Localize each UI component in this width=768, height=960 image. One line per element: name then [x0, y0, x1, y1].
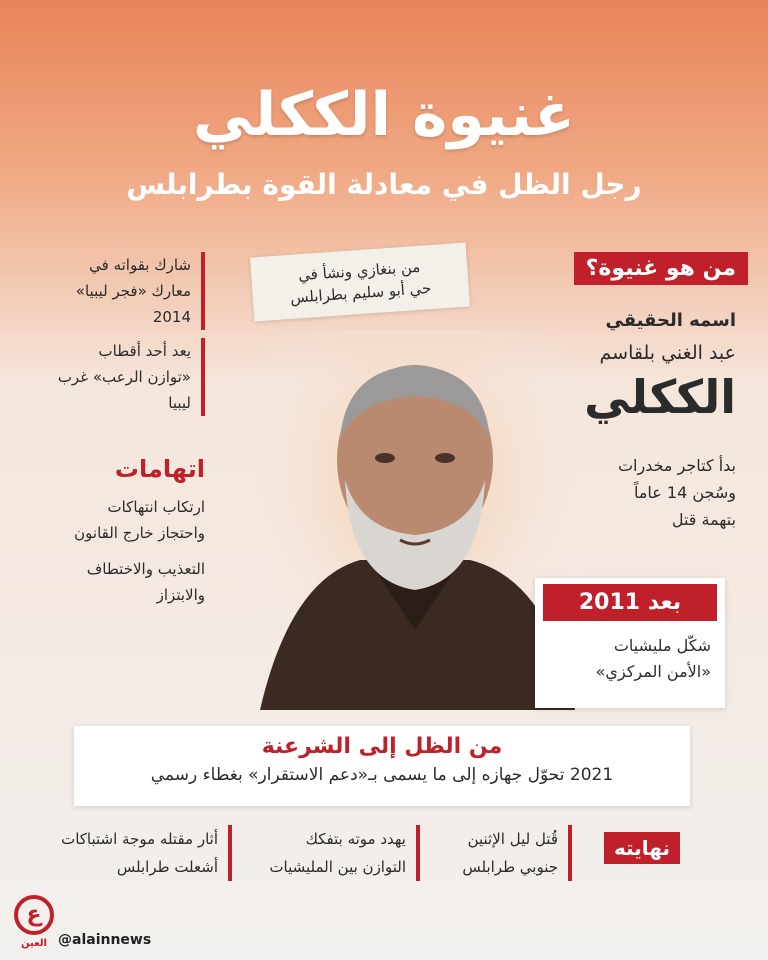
origin-note — [250, 243, 470, 322]
end-line: أثار مقتله موجة اشتباكات — [61, 830, 218, 848]
fact-line: 2014 — [152, 308, 191, 326]
real-name-last: الككلي — [584, 370, 736, 424]
accusation-item — [40, 494, 205, 546]
shadow-card — [74, 726, 690, 806]
fact-line: يعد أحد أقطاب — [98, 342, 191, 360]
accusation-item — [40, 556, 205, 608]
accusations-heading: اتهامات — [114, 455, 205, 483]
accusation-line: واحتجاز خارج القانون — [74, 524, 205, 542]
end-line: جنوبي طرابلس — [462, 858, 558, 876]
after-2011-line: «الأمن المركزي» — [595, 662, 711, 681]
brand-handle: @alainnews — [58, 932, 152, 948]
end-item — [236, 825, 420, 881]
real-name-first: عبد الغني بلقاسم — [599, 342, 736, 364]
bio-text — [618, 452, 736, 533]
real-name-label: اسمه الحقيقي — [605, 310, 736, 331]
page-subtitle: رجل الظل في معادلة القوة بطرابلس — [126, 168, 642, 201]
shadow-text: 2021 تحوّل جهازه إلى ما يسمى بـ«دعم الاستقرار» بغطاء رسمي — [150, 765, 614, 785]
origin-line: من بنغازي ونشأ في — [297, 257, 421, 285]
page-title: غنيوة الككلي — [193, 80, 575, 150]
end-heading: نهايته — [604, 832, 680, 864]
end-line: أشعلت طرابلس — [116, 858, 218, 876]
after-2011-text — [535, 627, 725, 691]
brand-logo-text: العين — [21, 938, 47, 949]
after-2011-card — [535, 578, 725, 708]
after-2011-heading: بعد 2011 — [543, 584, 717, 621]
fact-line: معارك «فجر ليبيا» — [75, 282, 191, 300]
end-line: التوازن بين المليشيات — [269, 858, 406, 876]
accusation-line: ارتكاب انتهاكات — [107, 498, 205, 516]
origin-line: حي أبو سليم بطرابلس — [289, 279, 432, 307]
accusation-line: التعذيب والاختطاف — [86, 560, 205, 578]
shadow-heading: من الظل إلى الشرعنة — [261, 734, 503, 759]
portrait-photo — [250, 330, 580, 710]
who-heading: من هو غنيوة؟ — [574, 252, 748, 285]
end-line: قُتل ليل الإثنين — [467, 830, 558, 848]
accusations-list — [40, 494, 205, 608]
bio-line: وسُجن 14 عاماً — [633, 483, 736, 502]
fact-line: شارك بقواته في — [89, 256, 191, 274]
end-item — [22, 825, 232, 881]
accusation-line: والابتزاز — [156, 586, 205, 604]
end-item — [430, 825, 572, 881]
fact-item — [40, 252, 205, 330]
fact-line: ليبيا — [168, 394, 191, 412]
fact-line: «توازن الرعب» غرب — [57, 368, 191, 386]
brand-logo-icon: ع — [14, 895, 54, 935]
bio-line: بتهمة قتل — [671, 510, 736, 529]
after-2011-line: شكّل مليشيات — [613, 636, 711, 655]
left-facts — [40, 252, 205, 416]
fact-item — [40, 338, 205, 416]
bio-line: بدأ كتاجر مخدرات — [617, 456, 736, 475]
end-line: يهدد موته بتفكك — [305, 830, 406, 848]
